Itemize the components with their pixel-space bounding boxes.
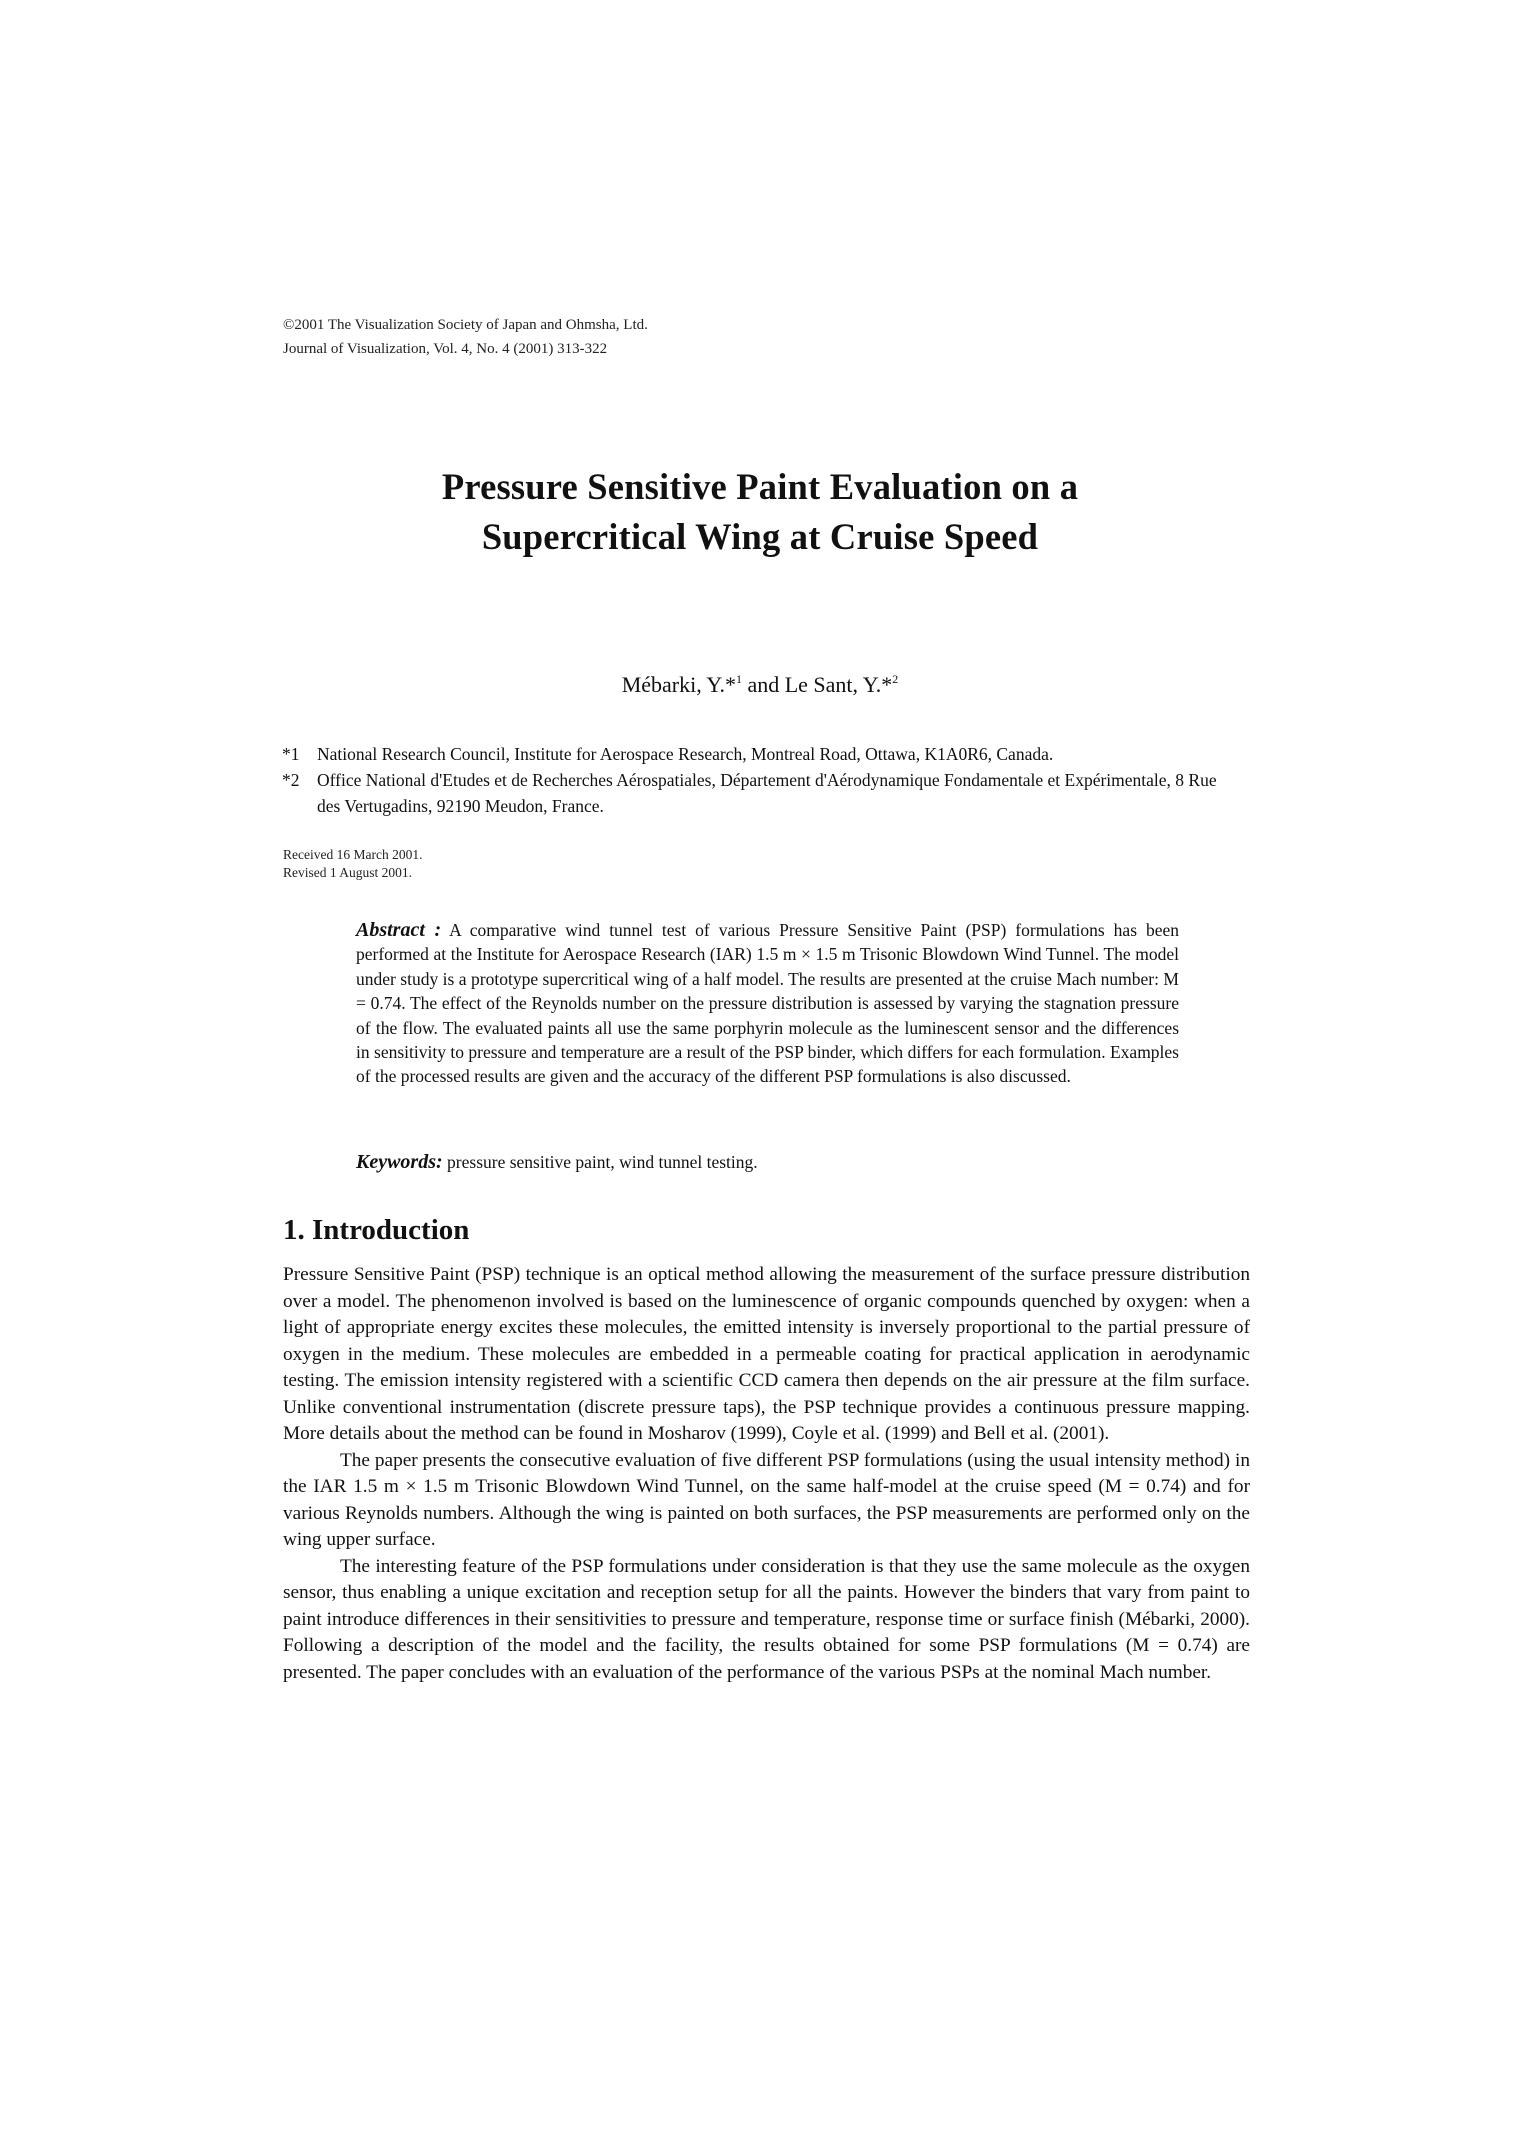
introduction-body: [283, 1262, 1250, 1686]
paper-title: [260, 462, 1260, 562]
author-2-affil-mark: 2: [892, 672, 899, 686]
intro-paragraph-2: The paper presents the consecutive evaluation of five different PSP formulations (using the usual intensity method) in the IAR 1.5 m × 1.5 m Trisonic Blowdown Wind Tunnel, on the same half-model at the cruise speed (M = 0.74) and for various Reynolds numbers. Although the wing is painted on both surfaces, the PSP measurements are performed only on the wing upper surface.: [283, 1449, 1250, 1550]
abstract: [356, 918, 1179, 1089]
title-line-2: Supercritical Wing at Cruise Speed: [481, 516, 1039, 557]
affiliation-1-mark: *1: [282, 744, 300, 764]
author-list: [260, 664, 1260, 700]
keywords-label: Keywords:: [356, 1151, 443, 1173]
copyright-line: ©2001 The Visualization Society of Japan and Ohmsha, Ltd.: [283, 317, 648, 333]
affiliation-2-text: Office National d'Etudes et de Recherches Aérospatiales, Département d'Aérodynamique Fondamentale et Expérimentale, 8 Rue des Vertugadins, 92190 Meudon, France.: [317, 770, 1217, 816]
affiliations: [282, 741, 1242, 819]
abstract-label: Abstract :: [356, 919, 442, 941]
revised-date: Revised 1 August 2001.: [283, 865, 413, 880]
intro-paragraph-3: The interesting feature of the PSP formulations under consideration is that they use the same molecule as the oxygen sensor, thus enabling a unique excitation and reception setup for all the paints. However the binders that vary from paint to paint introduce differences in their sensitivities to pressure and temperature, response time or surface finish (Mébarki, 2000). Following a description of the model and the facility, the results obtained for some PSP formulations (M = 0.74) are presented. The paper concludes with an evaluation of the performance of the various PSPs at the nominal Mach number.: [283, 1555, 1250, 1683]
received-date: Received 16 March 2001.: [283, 847, 423, 862]
section-heading-introduction: 1. Introduction: [283, 1214, 470, 1246]
affiliation-1-text: National Research Council, Institute for Aerospace Research, Montreal Road, Ottawa, K1A0R6, Canada.: [317, 744, 1054, 764]
affiliation-2-mark: *2: [282, 770, 300, 790]
affiliation-2: [282, 767, 1242, 819]
abstract-text: A comparative wind tunnel test of various Pressure Sensitive Paint (PSP) formulations has been performed at the Institute for Aerospace Research (IAR) 1.5 m × 1.5 m Trisonic Blowdown Wind Tunnel. The model under study is a prototype supercritical wing of a half model. The results are presented at the cruise Mach number: M = 0.74. The effect of the Reynolds number on the pressure distribution is assessed by varying the stagnation pressure of the flow. The evaluated paints all use the same porphyrin molecule as the luminescent sensor and the differences in sensitivity to pressure and temperature are a result of the PSP binder, which differs for each formulation. Examples of the processed results are given and the accuracy of the different PSP formulations is also discussed.: [356, 920, 1180, 1087]
journal-header: [283, 313, 648, 361]
journal-citation: Journal of Visualization, Vol. 4, No. 4 (2001) 313-322: [283, 341, 608, 357]
intro-paragraph-1: Pressure Sensitive Paint (PSP) technique is an optical method allowing the measurement of the surface pressure distribution over a model. The phenomenon involved is based on the luminescence of organic compounds quenched by oxygen: when a light of appropriate energy excites these molecules, the emitted intensity is inversely proportional to the partial pressure of oxygen in the medium. These molecules are embedded in a permeable coating for practical application in aerodynamic testing. The emission intensity registered with a scientific CCD camera then depends on the air pressure at the film surface. Unlike conventional instrumentation (discrete pressure taps), the PSP technique provides a continuous pressure mapping. More details about the method can be found in Mosharov (1999), Coyle et al. (1999) and Bell et al. (2001).: [283, 1264, 1250, 1444]
keywords: [356, 1150, 1179, 1174]
submission-dates: [283, 846, 422, 882]
title-line-1: Pressure Sensitive Paint Evaluation on a: [441, 466, 1079, 507]
keywords-text: pressure sensitive paint, wind tunnel testing.: [442, 1152, 758, 1172]
author-1: Mébarki, Y.*: [621, 672, 736, 697]
author-2: and Le Sant, Y.*: [741, 672, 893, 697]
author-1-affil-mark: 1: [735, 672, 742, 686]
affiliation-1: [282, 741, 1242, 767]
